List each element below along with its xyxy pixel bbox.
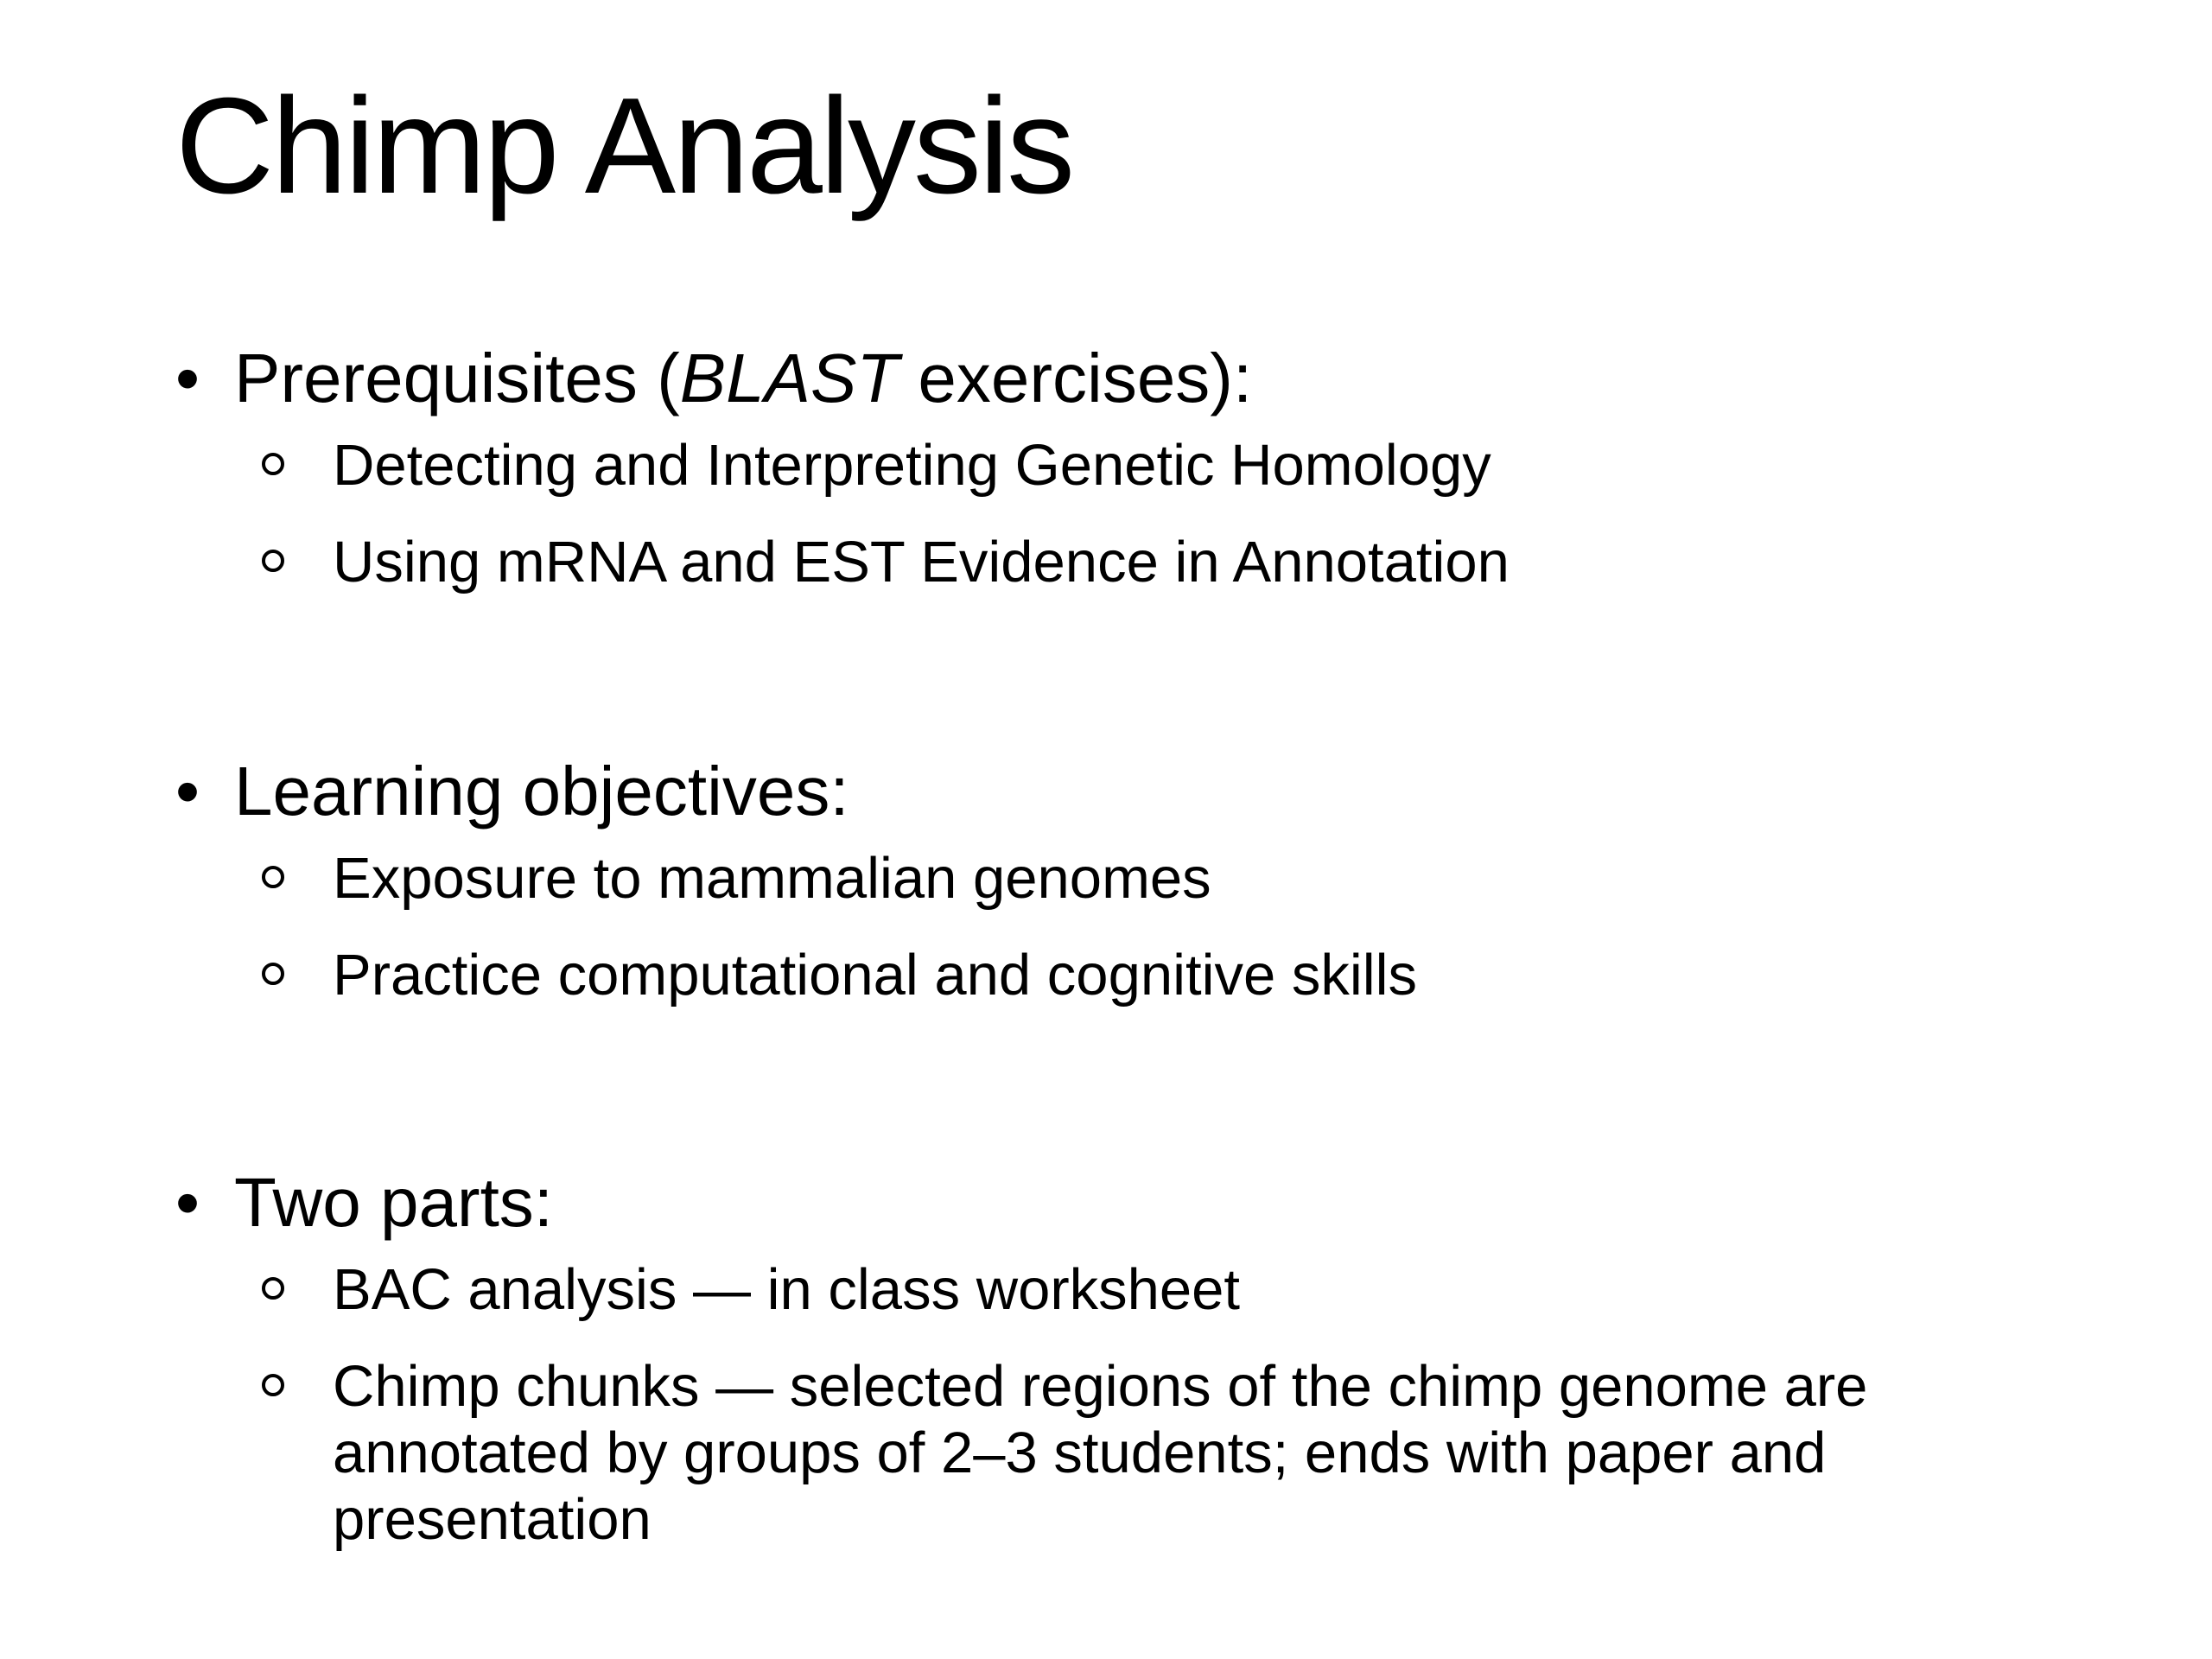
list-item	[262, 432, 2024, 499]
list-item	[262, 845, 2024, 912]
list-item-text: Using mRNA and EST Evidence in Annotation	[333, 530, 1510, 594]
heading-prerequisites-end: exercises):	[899, 340, 1253, 416]
heading-two-parts: Two parts:	[234, 1164, 554, 1241]
sub-list-learning-objectives	[175, 845, 2111, 1008]
circle-bullet-icon	[262, 453, 284, 475]
list-item	[262, 942, 2024, 1008]
list-item	[262, 1353, 2024, 1553]
heading-learning-objectives: Learning objectives:	[234, 753, 849, 830]
slide-title: Chimp Analysis	[175, 70, 1073, 222]
bullet-dot-icon: •	[175, 340, 200, 416]
list-item-text: Chimp chunks — selected regions of the chimp genome are annotated by groups of 2–3 students; ends with paper and presentation	[333, 1354, 1868, 1552]
list-item-text: Practice computational and cognitive skills	[333, 943, 1418, 1007]
heading-prerequisites-start: Prerequisites (	[234, 340, 680, 416]
bullet-learning-objectives	[175, 748, 2111, 835]
section-learning-objectives	[175, 748, 2111, 1039]
circle-bullet-icon	[262, 866, 284, 888]
sub-list-two-parts	[175, 1256, 2111, 1553]
bullet-prerequisites	[175, 335, 2111, 422]
circle-bullet-icon	[262, 1277, 284, 1300]
list-item	[262, 1256, 2024, 1323]
circle-bullet-icon	[262, 550, 284, 572]
circle-bullet-icon	[262, 1374, 284, 1396]
circle-bullet-icon	[262, 963, 284, 985]
bullet-dot-icon: •	[175, 753, 200, 830]
list-item-text: BAC analysis — in class worksheet	[333, 1257, 1241, 1322]
list-item	[262, 529, 2024, 595]
list-item-text: Exposure to mammalian genomes	[333, 846, 1211, 911]
heading-prerequisites-italic: BLAST	[679, 340, 899, 416]
bullet-dot-icon: •	[175, 1164, 200, 1241]
list-item-text: Detecting and Interpreting Genetic Homology	[333, 433, 1491, 498]
section-prerequisites	[175, 335, 2111, 626]
bullet-two-parts	[175, 1160, 2111, 1246]
section-two-parts	[175, 1160, 2111, 1583]
sub-list-prerequisites	[175, 432, 2111, 595]
